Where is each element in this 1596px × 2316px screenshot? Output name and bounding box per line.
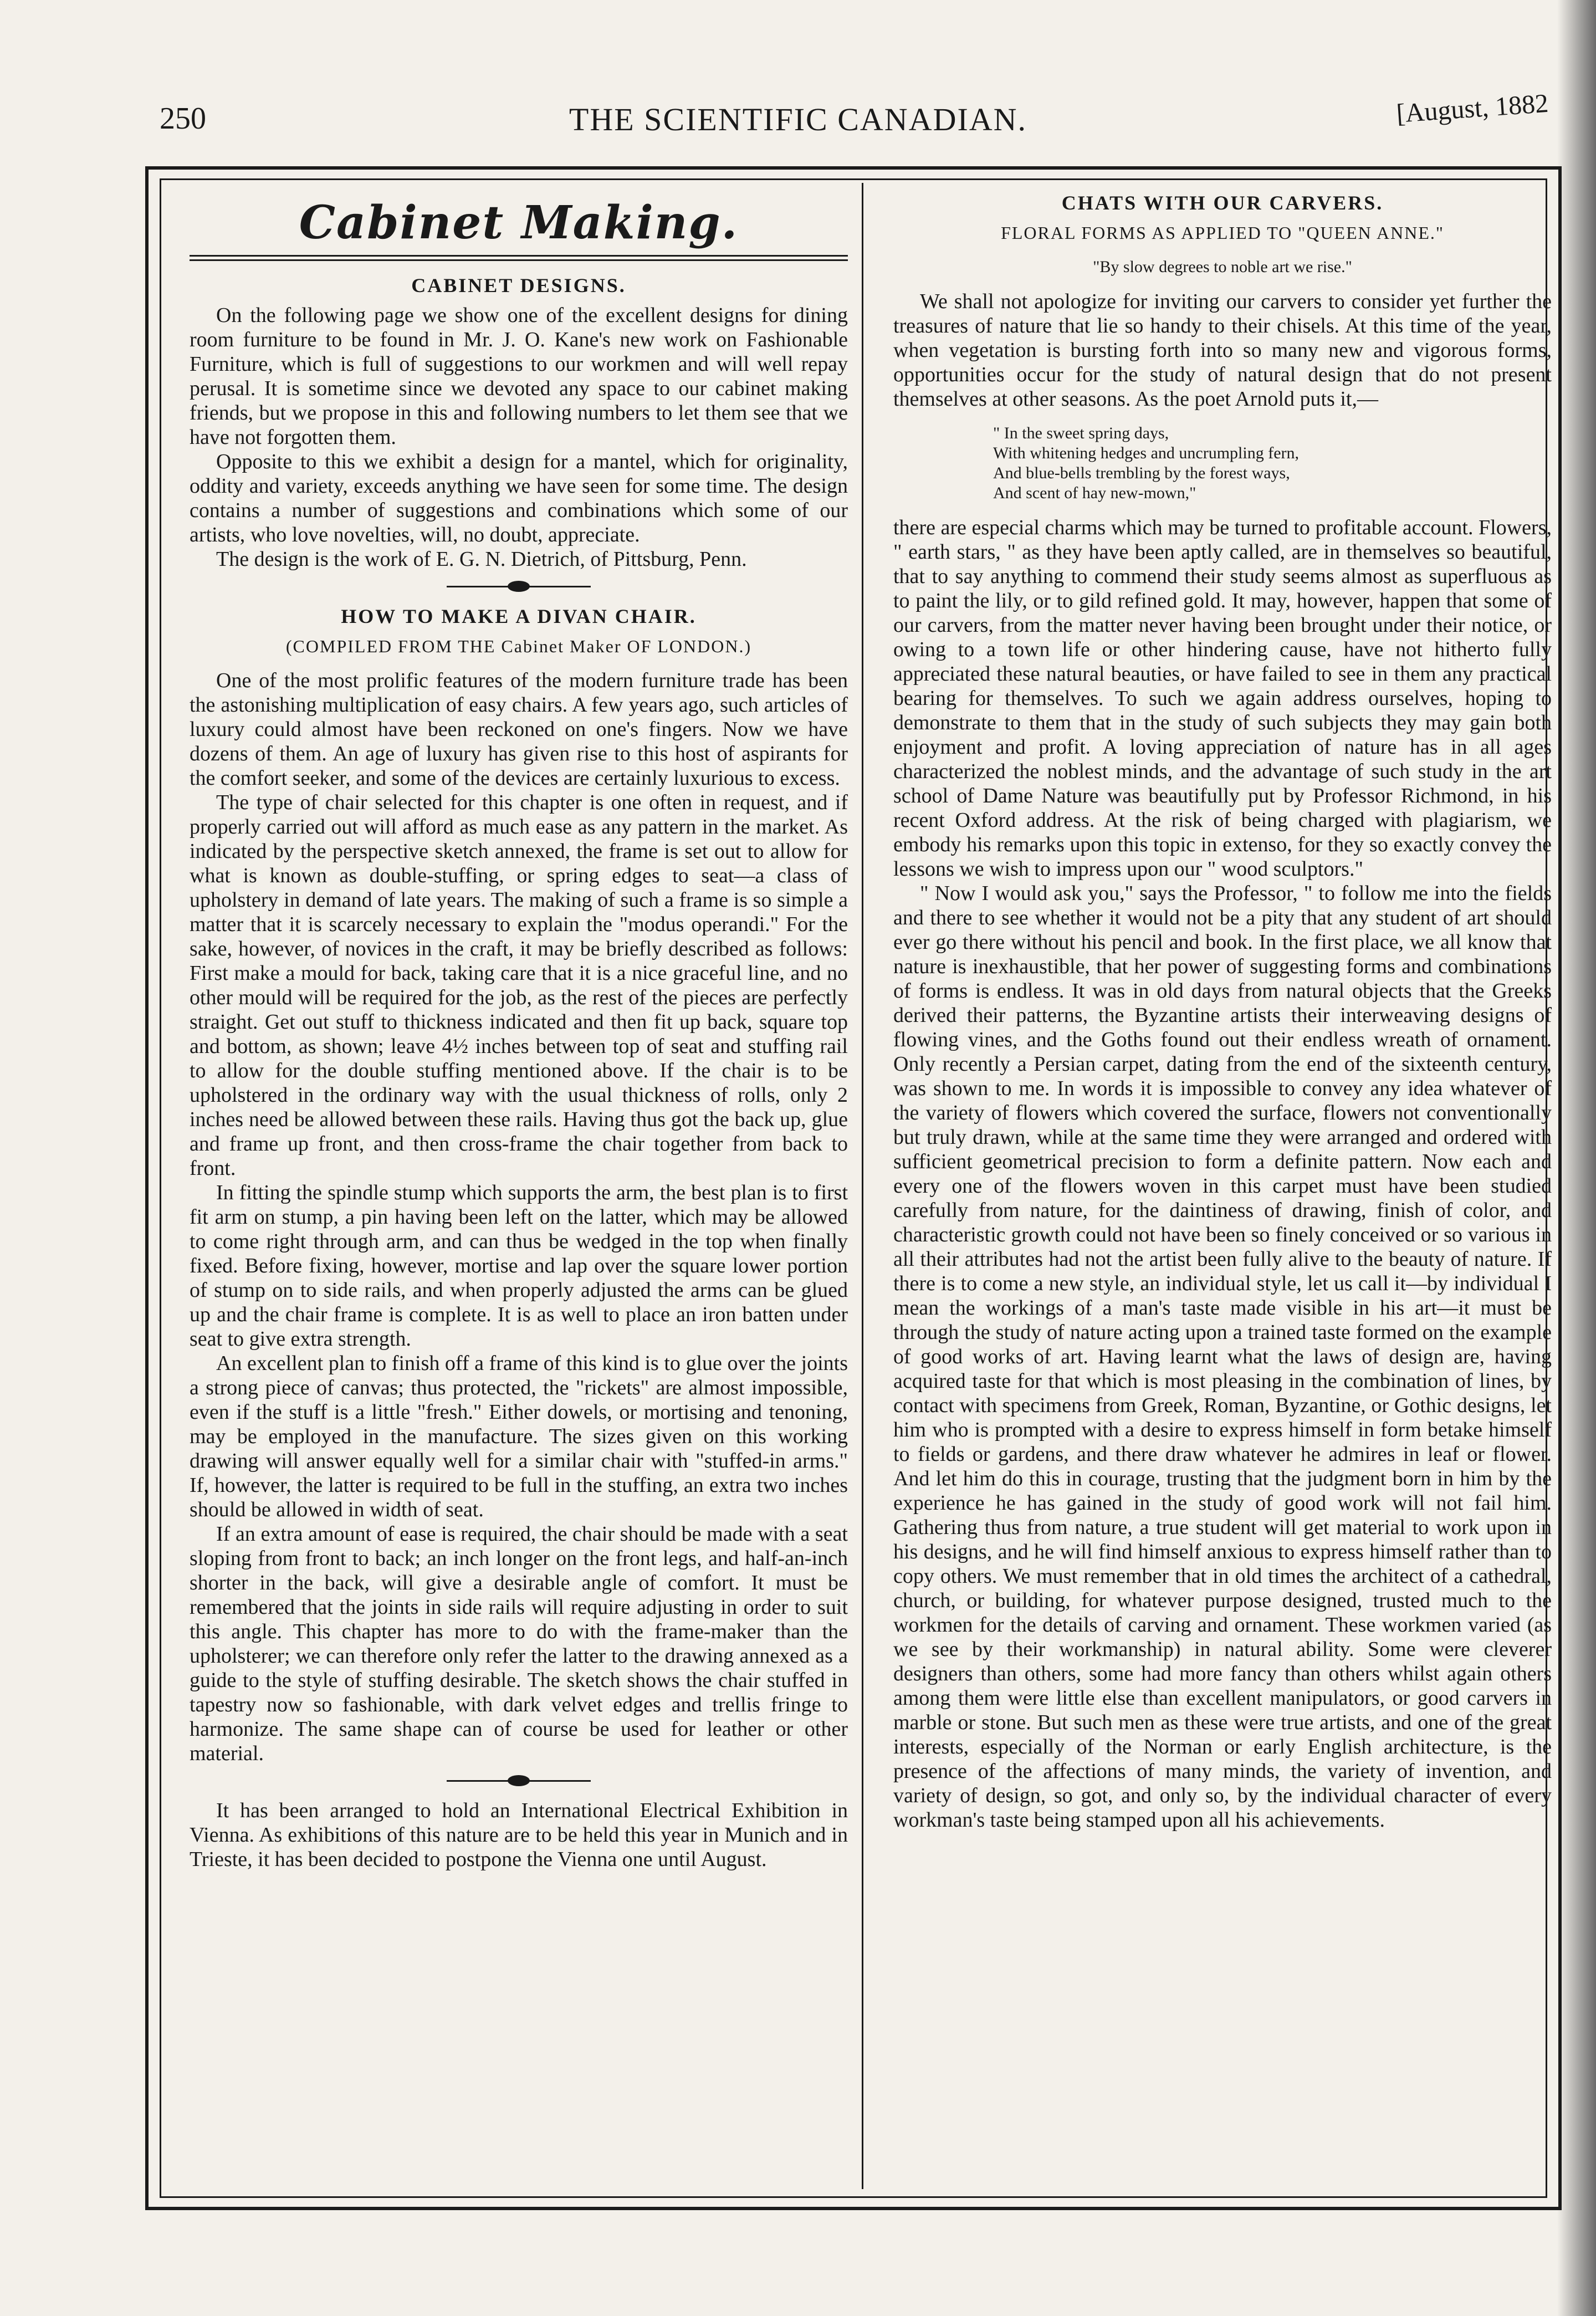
paragraph: The design is the work of E. G. N. Dietrich, of Pittsburg, Penn. (216, 548, 747, 571)
paragraph: " Now I would ask you," says the Professor, " to follow me into the fields and there to see whether it would not be a pity that any student of art should ever go there without his pencil and book. In the first place, we all know that nature is inexhaustible, that her power of suggesting forms and combinations of forms is endless. It was in old days from natural objects that the Greeks derived their patterns, the Byzantine artists their interweaving designs of flowing vines, and the Goths found out their endless wreath of ornament. Only recently a Persian carpet, dating from the end of the sixteenth century, was shown to me. In words it is impossible to convey any idea whatever of the variety of flowers which covered the surface, flowers not conventionally but truly drawn, while at the same time they were arranged and ordered with sufficient geometrical precision to form a definite pattern. Now each and every one of the flowers woven in this carpet must have been studied carefully from nature, for the daintiness of drawing, finish of color, and characteristic growth could not have been so finely conceived or so various in all their attributes had not the artist been fully alive to the beauty of nature. If there is to come a new style, an individual style, let us call it—by individual I mean the workings of a man's taste made visible in his art—it must be through the study of nature acting upon a trained taste formed on the example of good works of art. Having learnt what the laws of design are, having acquired taste for that which is most pleasing in the combination of lines, by contact with specimens from Greek, Roman, Byzantine, or Gothic designs, let him who is prompted with a desire to express himself in form betake himself to fields or gardens, and there draw whatever he admires in leaf or flower. And let him do this in courage, trusting that the judgment born in him by the experience he has gained in the study of good work will not fail him. Gathering thus from nature, a true student will get material to work upon in his designs, and he will find himself anxious to express himself rather than to copy others. We must remember that in old times the architect of a cathedral, church, or building, for whatever purpose designed, trusted much to the workmen for the details of carving and ornament. These workmen varied (as we see by their workmanship) in natural ability. Some were cleverer designers than others, some had more fancy than others whilst again others among them were little else than excellent manipulators, or good carvers in marble or stone. But such men as these were true artists, and one of the great interests, especially of the Norman or early English architecture, is the presence of the affections of many minds, the variety of invention, and variety of design, so got, and only so, by the individual character of every workman's taste being stamped upon all his achievements. (893, 882, 1552, 1832)
paragraph: In fitting the spindle stump which supports the arm, the best plan is to first fit arm on stump, a pin having been left on the latter, which may be allowed to come right through arm, and can thus be wedged in the top when finally fixed. Before fixing, however, mortise and lap over the square lower portion of stump on to side rails, and when properly adjusted the arms can be glued up and the chair frame is complete. It is as well to place an iron batten under seat to give extra strength. (190, 1181, 848, 1351)
paragraph: One of the most prolific features of the modern furniture trade has been the astonishing multiplication of easy chairs. A few years ago, such articles of luxury could almost have been reckoned on one's fingers. Now we have dozens of them. An age of luxury has given rise to this host of aspirants for the comfort seeker, and some of the devices are certainly luxurious to excess. (190, 669, 848, 790)
paragraph: The type of chair selected for this chapter is one often in request, and if properly carried out will afford as much ease as any pattern in the market. As indicated by the perspective sketch annexed, the frame is set out to allow for what is known as double-stuffing, or spring edges to seat—a class of upholstery in demand of late years. The making of such a frame is so simple a matter that it is scarcely necessary to explain the "modus operandi." For the sake, however, of novices in the craft, it may be briefly described as follows: First make a mould for back, taking care that it is a nice graceful line, and no other mould will be required for the job, as the rest of the pieces are perfectly straight. Get out stuff to thickness indicated and then fit up back, square top and bottom, as shown; leave 4½ inches between top of seat and stuffing rail to allow for the double stuffing mentioned above. If the chair is to be upholstered in the ordinary way with the usual thickness of rolls, only 2 inches need be allowed between these rails. Having thus got the back up, glue and frame up front, and then cross-frame the chair together from back to front. (190, 791, 848, 1180)
poem-line: And blue-bells trembling by the forest ways, (993, 464, 1290, 482)
paper-edge (1557, 0, 1596, 2316)
ornament-divider (447, 1780, 591, 1782)
paragraph: there are especial charms which may be turned to profitable account. Flowers, " earth stars, " as they have been aptly called, are in themselves so beautiful, that to say anything to commend their study seems almost as superfluous as to paint the lily, or to gild refined gold. It may, however, happen that some of our carvers, from the matter never having been brought under their notice, or owing to a town life or other hindering cause, have not hitherto fully appreciated these natural beauties, or have failed to see in them any practical bearing for themselves. To such we again address ourselves, hoping to demonstrate to them that in the study of such subjects they may gain both enjoyment and profit. A loving appreciation of nature has in all ages characterized the noblest minds, and the advantage of such study in the art school of Dame Nature was beautifully put by Professor Richmond, in his recent Oxford address. At the risk of being charged with plagiarism, we embody his remarks upon this topic in extenso, for they so exactly convey the lessons we wish to impress upon our " wood sculptors." (893, 516, 1552, 881)
section-title: Cabinet Making. (299, 196, 739, 249)
left-column (190, 183, 848, 1872)
article-motto: "By slow degrees to noble art we rise." (1093, 258, 1352, 276)
article-heading-divan-chair: HOW TO MAKE A DIVAN CHAIR. (341, 605, 697, 627)
poem-line: With whitening hedges and uncrumpling fern, (993, 444, 1299, 462)
paragraph: It has been arranged to hold an International Electrical Exhibition in Vienna. As exhibitions of this nature are to be held this year in Munich and in Trieste, it has been decided to postpone the Vienna one until August. (190, 1799, 848, 1871)
paragraph: If an extra amount of ease is required, the chair should be made with a seat sloping from front to back; an inch longer on the front legs, and half-an-inch shorter in the back, will give a desirable angle of comfort. It must be remembered that the joints in side rails will require adjusting in order to suit this angle. This chapter has more to do with the frame-maker than the upholsterer; we can therefore only refer the latter to the drawing annexed as a guide to the style of stuffing desirable. The sketch shows the chair stuffed in tapestry now so fashionable, with dark velvet edges and trellis fringe to harmonize. The same shape can of course be used for leather or other material. (190, 1522, 848, 1765)
paragraph: An excellent plan to finish off a frame of this kind is to glue over the joints a strong piece of canvas; thus protected, the "rickets" are almost impossible, even if the stuff is a little "fresh." Either dowels, or mortising and tenoning, may be employed in the manufacture. The sizes given on this working drawing will answer equally well for a similar chair with "stuffed-in arms." If, however, the latter is required to be full in the stuffing, an extra two inches should be allowed in width of seat. (190, 1352, 848, 1521)
ornament-divider (447, 586, 591, 587)
paragraph: On the following page we show one of the excellent designs for dining room furniture to be found in Mr. J. O. Kane's new work on Fashionable Furniture, which is full of suggestions to our workmen and will well repay perusal. It is sometime since we devoted any space to our cabinet making friends, but we propose in this and following numbers to let them see that we have not forgotten them. (190, 304, 848, 449)
column-rule (862, 183, 863, 2189)
poem-quote (993, 423, 1552, 503)
right-column (893, 183, 1552, 1832)
journal-title: THE SCIENTIFIC CANADIAN. (569, 101, 1027, 137)
article-subhead: FLORAL FORMS AS APPLIED TO "QUEEN ANNE." (1001, 223, 1444, 243)
paragraph: We shall not apologize for inviting our carvers to consider yet further the treasures of nature that lie so handy to their chisels. At this time of the year, when vegetation is bursting forth into so many new and vigorous forms, opportunities occur for the study of natural design that do not present themselves at other seasons. As the poet Arnold puts it,— (893, 290, 1552, 411)
issue-date: [August, 1882 (1395, 88, 1549, 129)
paragraph: Opposite to this we exhibit a design for a mantel, which for originality, oddity and variety, exceeds anything we have seen for some time. The design contains a number of suggestions and combinations which some of our artists, who love novelties, will, no doubt, appreciate. (190, 450, 848, 546)
poem-line: And scent of hay new-mown," (993, 484, 1196, 502)
section-rule (190, 255, 848, 261)
article-heading-cabinet-designs: CABINET DESIGNS. (411, 274, 626, 296)
article-heading-chats-with-carvers: CHATS WITH OUR CARVERS. (1061, 192, 1384, 214)
poem-line: " In the sweet spring days, (993, 424, 1169, 442)
page-number: 250 (160, 101, 206, 136)
article-subhead: (COMPILED FROM THE Cabinet Maker OF LONDON.) (285, 636, 752, 656)
